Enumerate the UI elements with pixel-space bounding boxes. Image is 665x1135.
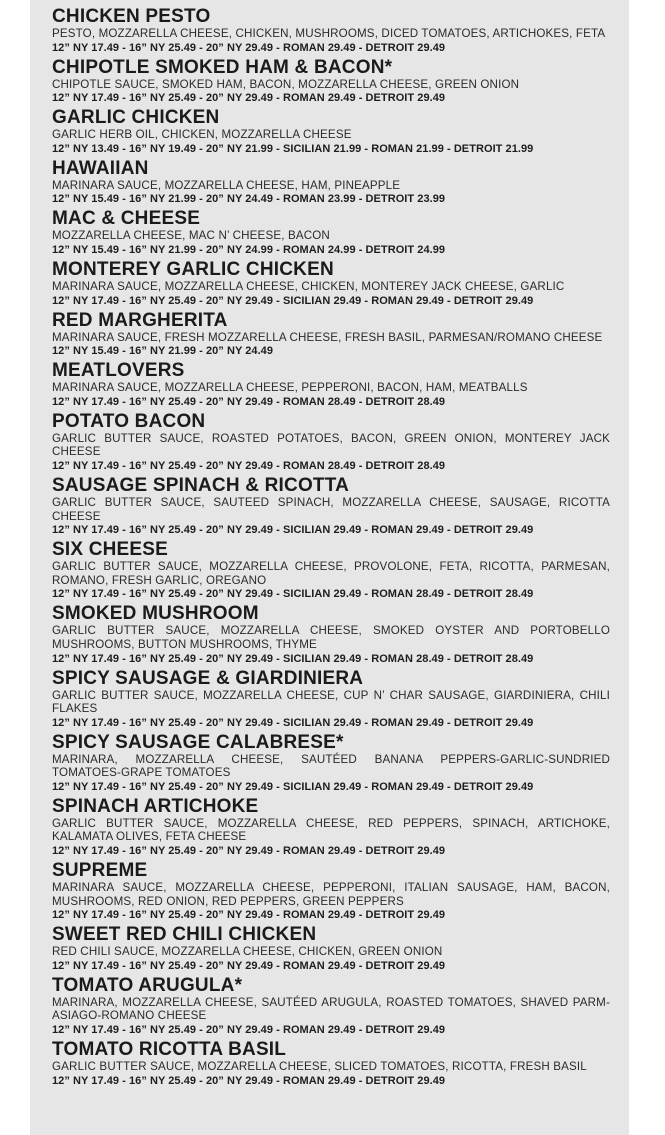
menu-item-name: RED MARGHERITA <box>52 309 228 331</box>
menu-item-prices: 12” NY 17.49 - 16” NY 25.49 - 20” NY 29.49 - ROMAN 29.49 - DETROIT 29.49 <box>52 959 446 972</box>
menu-item-prices: 12” NY 17.49 - 16” NY 25.49 - 20” NY 29.49 - ROMAN 29.49 - DETROIT 29.49 <box>52 1074 446 1087</box>
menu-item-prices: 12” NY 17.49 - 16” NY 25.49 - 20” NY 29.49 - SICILIAN 29.49 - ROMAN 29.49 - DETROIT 29.49 <box>52 294 534 307</box>
menu-item-prices: 12” NY 17.49 - 16” NY 25.49 - 20” NY 29.49 - SICILIAN 29.49 - ROMAN 28.49 - DETROIT 28.49 <box>52 652 534 665</box>
menu-item-description: GARLIC BUTTER SAUCE, MOZZARELLA CHEESE, SLICED TOMATOES, RICOTTA, FRESH BASIL <box>52 1060 587 1074</box>
menu-item <box>52 6 610 55</box>
menu-item <box>52 603 610 665</box>
menu-item-name: SPINACH ARTICHOKE <box>52 795 259 817</box>
menu-item-description: GARLIC BUTTER SAUCE, ROASTED POTATOES, BACON, GREEN ONION, MONTEREY JACK CHEESE <box>52 431 610 459</box>
menu-item-prices: 12” NY 17.49 - 16” NY 25.49 - 20” NY 29.49 - SICILIAN 29.49 - ROMAN 29.49 - DETROIT 29.49 <box>52 716 534 729</box>
menu-item-name: CHIPOTLE SMOKED HAM & BACON* <box>52 56 393 78</box>
menu-item-description: GARLIC BUTTER SAUCE, MOZZARELLA CHEESE, RED PEPPERS, SPINACH, ARTICHOKE, KALAMATA OLIVES, FETA CHEESE <box>52 816 610 844</box>
menu-item-prices: 12” NY 15.49 - 16” NY 21.99 - 20” NY 24.99 - ROMAN 24.99 - DETROIT 24.99 <box>52 243 446 256</box>
menu-item-description: MARINARA SAUCE, MOZZARELLA CHEESE, PEPPERONI, ITALIAN SAUSAGE, HAM, BACON, MUSHROOMS, RED ONION, RED PEPPERS, GREEN PEPPERS <box>52 881 610 908</box>
menu-item-prices: 12” NY 17.49 - 16” NY 25.49 - 20” NY 29.49 - ROMAN 28.49 - DETROIT 28.49 <box>52 395 446 408</box>
menu-item-description: MARINARA SAUCE, MOZZARELLA CHEESE, CHICKEN, MONTEREY JACK CHEESE, GARLIC <box>52 279 565 293</box>
menu-item <box>52 860 610 922</box>
menu-item-description: CHIPOTLE SAUCE, SMOKED HAM, BACON, MOZZARELLA CHEESE, GREEN ONION <box>52 77 520 91</box>
menu-item <box>52 259 610 308</box>
menu-item-prices: 12” NY 17.49 - 16” NY 25.49 - 20” NY 29.49 - ROMAN 29.49 - DETROIT 29.49 <box>52 909 446 922</box>
menu-item-description: MARINARA SAUCE, MOZZARELLA CHEESE, PEPPERONI, BACON, HAM, MEATBALLS <box>52 381 528 395</box>
menu-item <box>52 411 610 473</box>
menu-item-name: GARLIC CHICKEN <box>52 107 220 129</box>
menu-item-prices: 12” NY 13.49 - 16” NY 19.49 - 20” NY 21.99 - SICILIAN 21.99 - ROMAN 21.99 - DETROIT 21.99 <box>52 142 534 155</box>
menu-item-list <box>52 6 610 1088</box>
menu-item <box>52 1039 610 1088</box>
menu-item-description: RED CHILI SAUCE, MOZZARELLA CHEESE, CHICKEN, GREEN ONION <box>52 945 443 959</box>
menu-item-name: SPICY SAUSAGE & GIARDINIERA <box>52 667 364 689</box>
menu-item-prices: 12” NY 17.49 - 16” NY 25.49 - 20” NY 29.49 - ROMAN 29.49 - DETROIT 29.49 <box>52 1024 446 1037</box>
menu-item <box>52 668 610 730</box>
menu-item-description: MARINARA SAUCE, FRESH MOZZARELLA CHEESE, FRESH BASIL, PARMESAN/ROMANO CHEESE <box>52 330 603 344</box>
menu-item-name: SAUSAGE SPINACH & RICOTTA <box>52 474 350 496</box>
menu-item-name: POTATO BACON <box>52 410 206 432</box>
menu-item <box>52 732 610 794</box>
menu-item-prices: 12” NY 17.49 - 16” NY 25.49 - 20” NY 29.49 - SICILIAN 29.49 - ROMAN 29.49 - DETROIT 29.49 <box>52 524 534 537</box>
menu-item-prices: 12” NY 17.49 - 16” NY 25.49 - 20” NY 29.49 - SICILIAN 29.49 - ROMAN 29.49 - DETROIT 29.49 <box>52 780 534 793</box>
menu-item <box>52 107 610 156</box>
menu-item-prices: 12” NY 17.49 - 16” NY 25.49 - 20” NY 29.49 - ROMAN 29.49 - DETROIT 29.49 <box>52 92 446 105</box>
menu-item-prices: 12” NY 17.49 - 16” NY 25.49 - 20” NY 29.49 - ROMAN 29.49 - DETROIT 29.49 <box>52 845 446 858</box>
menu-item-description: GARLIC HERB OIL, CHICKEN, MOZZARELLA CHEESE <box>52 128 352 142</box>
menu-item-description: PESTO, MOZZARELLA CHEESE, CHICKEN, MUSHROOMS, DICED TOMATOES, ARTICHOKES, FETA <box>52 27 606 40</box>
menu-item-name: SIX CHEESE <box>52 539 169 561</box>
menu-item-name: SUPREME <box>52 860 148 882</box>
menu-item-description: GARLIC BUTTER SAUCE, MOZZARELLA CHEESE, PROVOLONE, FETA, RICOTTA, PARMESAN, ROMANO, FRESH GARLIC, OREGANO <box>52 560 610 587</box>
menu-item <box>52 57 610 106</box>
menu-item <box>52 924 610 973</box>
menu-item-prices: 12” NY 17.49 - 16” NY 25.49 - 20” NY 29.49 - SICILIAN 29.49 - ROMAN 28.49 - DETROIT 28.49 <box>52 588 534 601</box>
menu-item-description: MARINARA SAUCE, MOZZARELLA CHEESE, HAM, PINEAPPLE <box>52 178 401 192</box>
menu-item-name: SWEET RED CHILI CHICKEN <box>52 924 317 946</box>
menu-item-description: GARLIC BUTTER SAUCE, MOZZARELLA CHEESE, CUP N’ CHAR SAUSAGE, GIARDINIERA, CHILI FLAKES <box>52 688 610 716</box>
menu-item-name: TOMATO ARUGULA* <box>52 974 243 996</box>
menu-item <box>52 475 610 537</box>
menu-item-description: MARINARA, MOZZARELLA CHEESE, SAUTÉED BANANA PEPPERS-GARLIC-SUNDRIED TOMATOES-GRAPE TOMATOES <box>52 752 610 780</box>
menu-item-description: MARINARA, MOZZARELLA CHEESE, SAUTÉED ARUGULA, ROASTED TOMATOES, SHAVED PARM-ASIAGO-ROMANO CHEESE <box>52 995 610 1023</box>
menu-item-name: SMOKED MUSHROOM <box>52 603 259 625</box>
menu-item-name: MEATLOVERS <box>52 360 185 382</box>
menu-item-name: MAC & CHEESE <box>52 208 201 230</box>
menu-item-description: GARLIC BUTTER SAUCE, SAUTEED SPINACH, MOZZARELLA CHEESE, SAUSAGE, RICOTTA CHEESE <box>52 495 610 523</box>
menu-item-name: HAWAIIAN <box>52 157 149 179</box>
menu-item <box>52 360 610 409</box>
menu-item-prices: 12” NY 17.49 - 16” NY 25.49 - 20” NY 29.49 - ROMAN 28.49 - DETROIT 28.49 <box>52 459 446 472</box>
menu-item-name: TOMATO RICOTTA BASIL <box>52 1039 287 1061</box>
menu-item <box>52 975 610 1037</box>
menu-item <box>52 539 610 601</box>
menu-item <box>52 158 610 207</box>
menu-item-prices: 12” NY 17.49 - 16” NY 25.49 - 20” NY 29.49 - ROMAN 29.49 - DETROIT 29.49 <box>52 41 446 54</box>
menu-item-prices: 12” NY 15.49 - 16” NY 21.99 - 20” NY 24.49 - ROMAN 23.99 - DETROIT 23.99 <box>52 193 446 206</box>
menu-item <box>52 310 610 359</box>
menu-item-description: GARLIC BUTTER SAUCE, MOZZARELLA CHEESE, SMOKED OYSTER AND PORTOBELLO MUSHROOMS, BUTTON MUSHROOMS, THYME <box>52 624 610 651</box>
menu-item-name: SPICY SAUSAGE CALABRESE* <box>52 731 344 753</box>
menu-item <box>52 208 610 257</box>
menu-item <box>52 796 610 858</box>
menu-item-prices: 12” NY 15.49 - 16” NY 21.99 - 20” NY 24.49 <box>52 345 274 358</box>
menu-item-name: CHICKEN PESTO <box>52 6 211 27</box>
menu-item-description: MOZZARELLA CHEESE, MAC N’ CHEESE, BACON <box>52 229 330 243</box>
menu-panel <box>30 0 629 1135</box>
menu-item-name: MONTEREY GARLIC CHICKEN <box>52 258 334 280</box>
